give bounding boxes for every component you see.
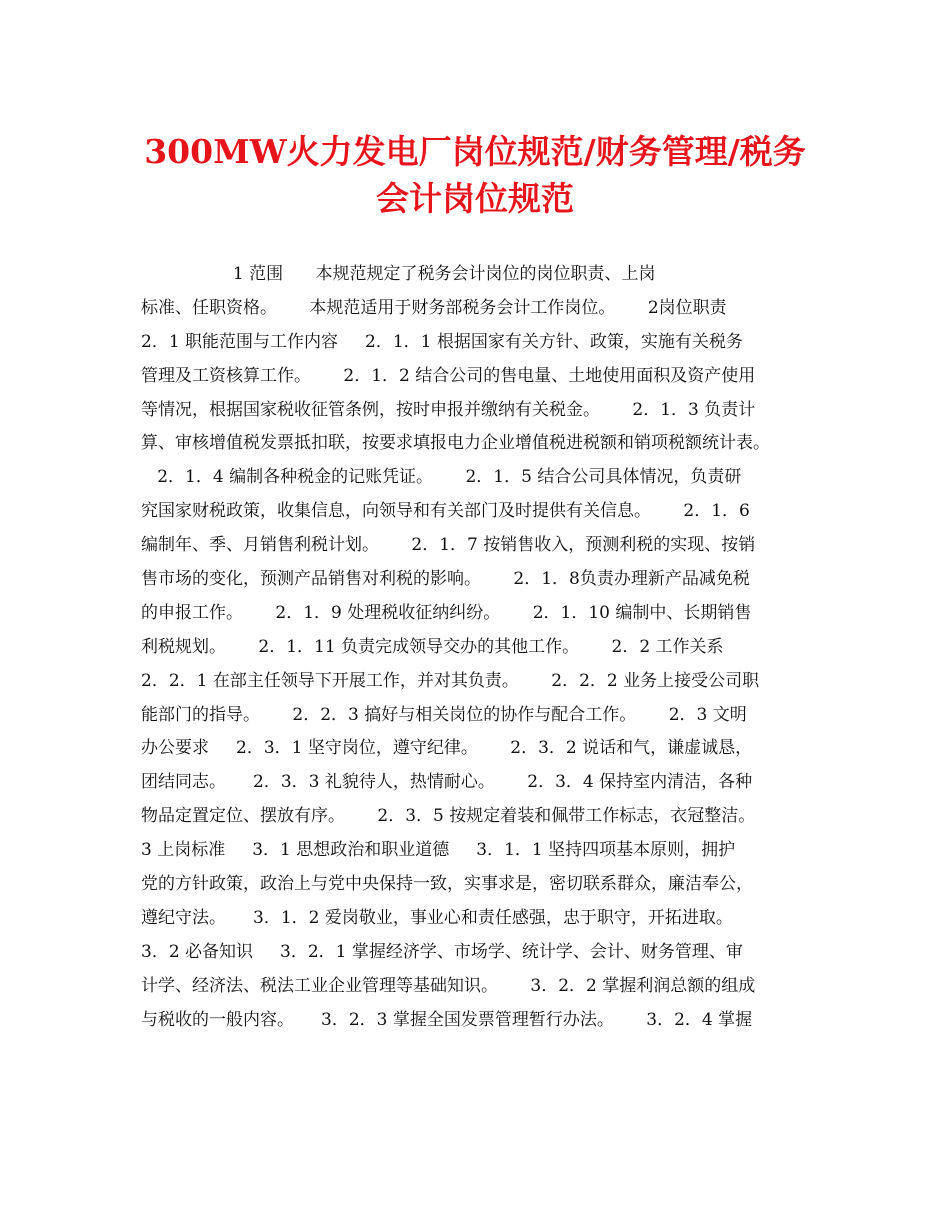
body-line: 2．1 职能范围与工作内容 2．1．1 根据国家有关方针、政策，实施有关税务 <box>141 331 743 352</box>
body-line: 3．2 必备知识 3．2．1 掌握经济学、市场学、统计学、会计、财务管理、审 <box>141 941 743 962</box>
body-line: 究国家财税政策，收集信息，向领导和有关部门及时提供有关信息。 2．1．6 <box>141 501 750 522</box>
body-line: 2．2．1 在部主任领导下开展工作，并对其负责。 2．2．2 业务上接受公司职 <box>141 670 760 691</box>
body-line: 与税收的一般内容。 3．2．3 掌握全国发票管理暂行办法。 3．2．4 掌握 <box>141 1009 753 1030</box>
document-title <box>100 128 850 222</box>
body-line: 团结同志。 2．3．3 礼貌待人，热情耐心。 2．3．4 保持室内清洁，各种 <box>141 772 753 793</box>
body-line: 算、审核增值税发票抵扣联，按要求填报电力企业增值税进税额和销项税额统计表。 <box>141 433 770 454</box>
body-line: 计学、经济法、税法工业企业管理等基础知识。 3．2．2 掌握利润总额的组成 <box>141 975 756 996</box>
body-line: 编制年、季、月销售利税计划。 2．1．7 按销售收入，预测利税的实现、按销 <box>141 535 756 556</box>
body-line: 物品定置定位、摆放有序。 2．3．5 按规定着装和佩带工作标志，衣冠整洁。 <box>141 806 756 827</box>
body-line: 遵纪守法。 3．1．2 爱岗敬业，事业心和责任感强，忠于职守，开拓进取。 <box>141 907 733 928</box>
body-line: 的申报工作。 2．1．9 处理税收征纳纠纷。 2．1．10 编制中、长期销售 <box>141 602 752 623</box>
title-line-2: 会计岗位规范 <box>376 179 574 218</box>
body-line: 售市场的变化，预测产品销售对利税的影响。 2．1．8负责办理新产品减免税 <box>141 569 750 590</box>
body-line: 3 上岗标准 3．1 思想政治和职业道德 3．1．1 坚持四项基本原则，拥护 <box>141 840 736 861</box>
body-line: 标准、任职资格。 本规范适用于财务部税务会计工作岗位。 2岗位职责 <box>141 297 727 318</box>
body-line: 等情况，根据国家税收征管条例，按时申报并缴纳有关税金。 2．1．3 负责计 <box>141 399 756 420</box>
body-line: 管理及工资核算工作。 2．1．2 结合公司的售电量、土地使用面积及资产使用 <box>141 365 756 386</box>
body-line: 能部门的指导。 2．2．3 搞好与相关岗位的协作与配合工作。 2．3 文明 <box>141 704 747 725</box>
title-line-1: 300MW火力发电厂岗位规范/财务管理/税务 <box>144 132 806 171</box>
document-body <box>141 258 831 1037</box>
body-line: 2．1．4 编制各种税金的记账凭证。 2．1．5 结合公司具体情况，负责研 <box>141 467 742 488</box>
body-line: 1 范围 本规范规定了税务会计岗位的岗位职责、上岗 <box>141 264 656 284</box>
body-line: 办公要求 2．3．1 坚守岗位，遵守纪律。 2．3．2 说话和气，谦虚诚恳， <box>141 738 753 759</box>
body-line: 党的方针政策，政治上与党中央保持一致，实事求是，密切联系群众，廉洁奉公， <box>141 874 753 895</box>
body-line: 利税规划。 2．1．11 负责完成领导交办的其他工作。 2．2 工作关系 <box>141 636 724 657</box>
